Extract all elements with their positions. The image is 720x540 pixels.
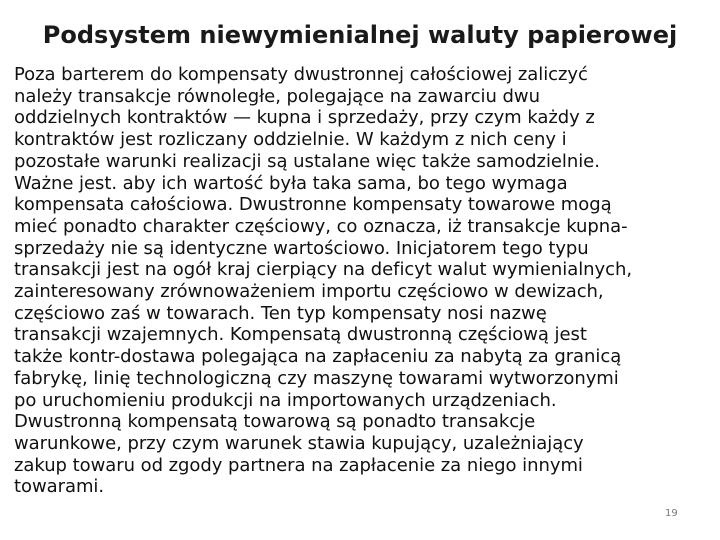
body-line: Ważne jest. aby ich wartość była taka sama, bo tego wymaga [14,172,568,194]
slide-title: Podsystem niewymienialnej waluty papierowej [42,21,678,49]
body-line: po uruchomieniu produkcji na importowanych urządzeniach. [14,389,557,411]
body-line: transakcji jest na ogół kraj cierpiący na deficyt walut wymienialnych, [14,259,632,281]
body-line: kompensata całościowa. Dwustronne kompensaty towarowe mogą [14,194,612,216]
body-line: fabrykę, linię technologiczną czy maszynę towarami wytworzonymi [14,367,619,389]
body-line: kontraktów jest rozliczany oddzielnie. W każdym z nich ceny i [14,129,567,151]
body-line: należy transakcje równoległe, polegające na zawarciu dwu [14,85,540,107]
body-line: także kontr-dostawa polegająca na zapłaceniu za nabytą za granicą [14,346,622,368]
body-line: towarami. [14,476,105,498]
slide-body [14,64,710,498]
body-line: zainteresowany zrównoważeniem importu częściowo w dewizach, [14,281,604,303]
page-number: 19 [665,508,678,519]
body-line: zakup towaru od zgody partnera na zapłacenie za niego innymi [14,454,583,476]
body-line: sprzedaży nie są identyczne wartościowo. Inicjatorem tego typu [14,237,589,259]
body-line: Dwustronną kompensatą towarową są ponadto transakcje [14,411,536,433]
body-line: częściowo zaś w towarach. Ten typ kompensaty nosi nazwę [14,302,547,324]
body-line: warunkowe, przy czym warunek stawia kupujący, uzależniający [14,432,584,454]
body-line: mieć ponadto charakter częściowy, co oznacza, iż transakcje kupna- [14,215,628,237]
body-line: transakcji wzajemnych. Kompensatą dwustronną częściową jest [14,324,587,346]
body-line: pozostałe warunki realizacji są ustalane więc także samodzielnie. [14,150,600,172]
body-line: oddzielnych kontraktów — kupna i sprzedaży, przy czym każdy z [14,107,595,129]
body-line: Poza barterem do kompensaty dwustronnej całościowej zaliczyć [14,64,588,85]
